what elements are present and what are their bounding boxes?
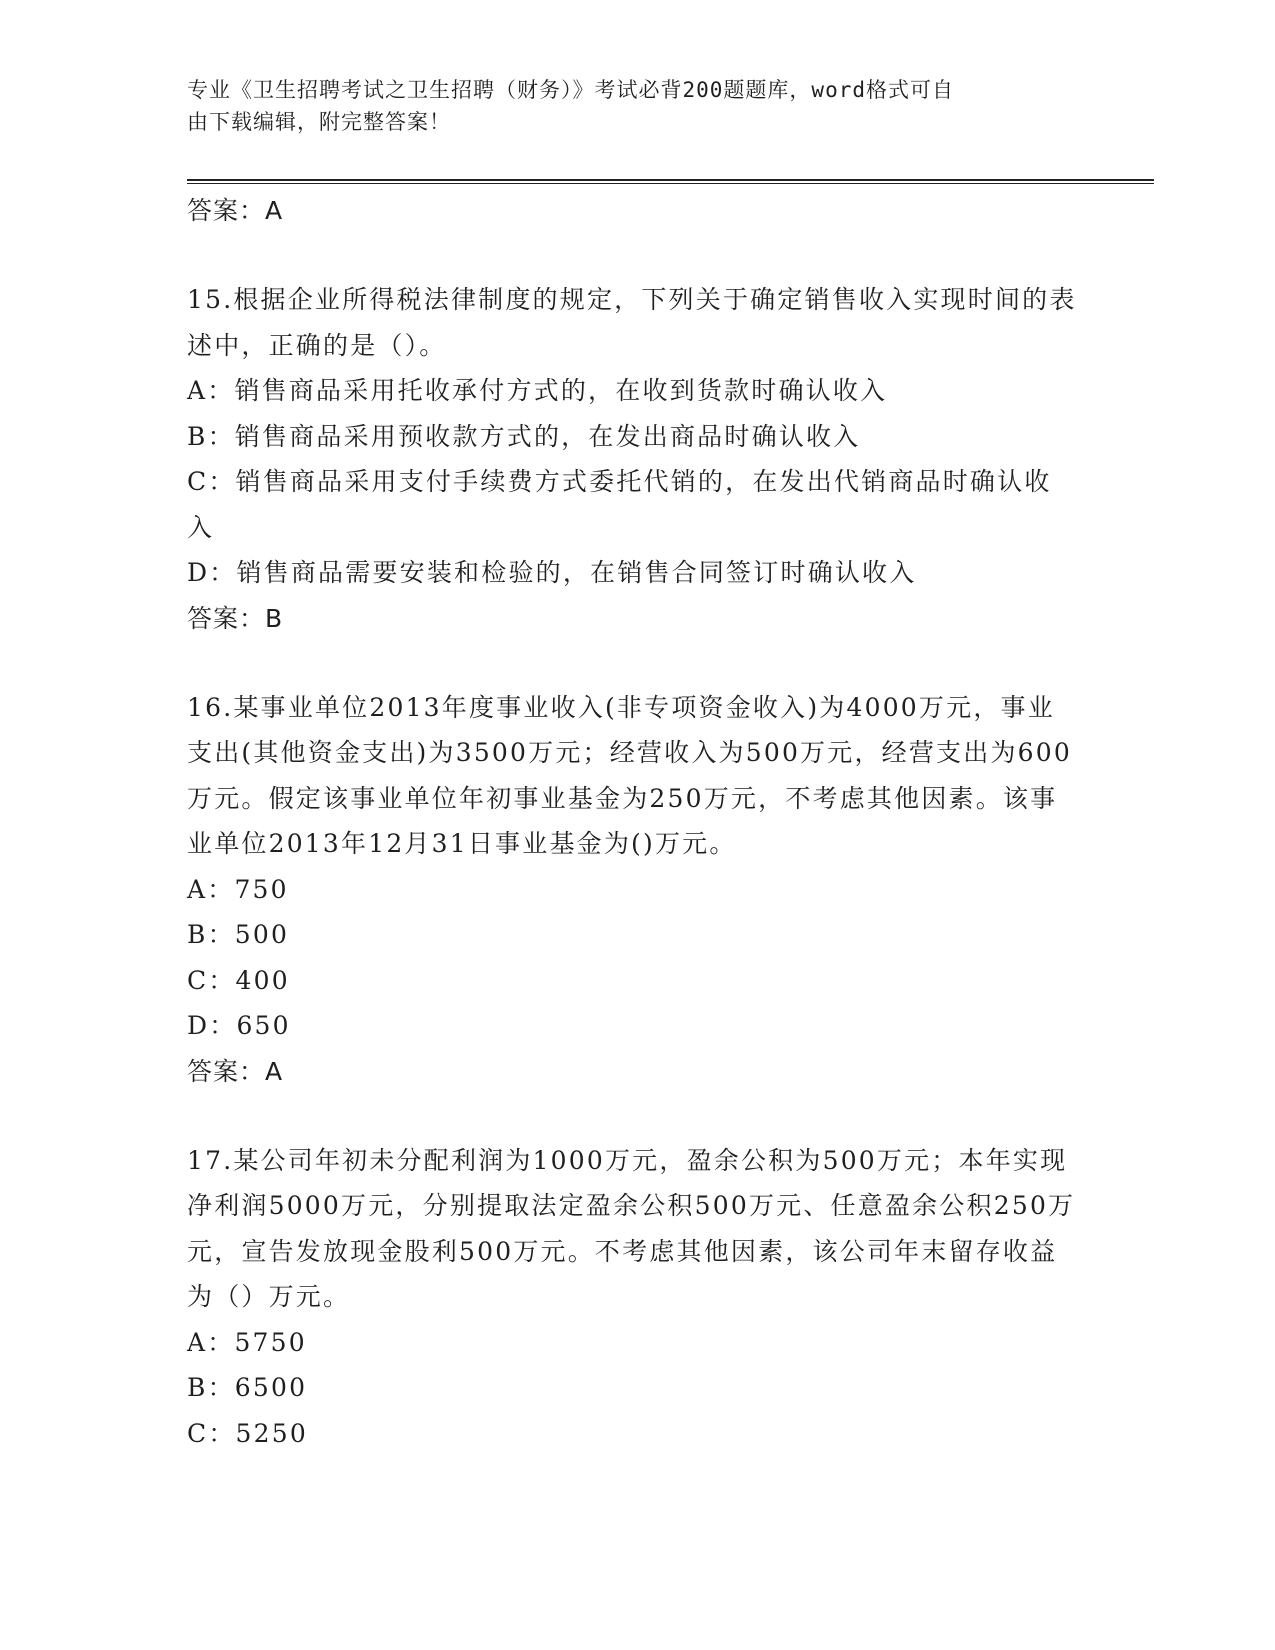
option-a: A：销售商品采用托收承付方式的，在收到货款时确认收入 <box>187 376 888 405</box>
answer-line: 答案：B <box>187 603 284 633</box>
option-a: A：750 <box>187 874 289 904</box>
option-d: D：650 <box>187 1011 291 1040</box>
question-list <box>187 188 1077 1456</box>
header-rule-thin <box>187 183 1154 184</box>
question-block <box>187 1138 1077 1457</box>
question-text: 15.根据企业所得税法律制度的规定，下列关于确定销售收入实现时间的表述中，正确的是（）。 <box>187 285 1077 360</box>
option-b: B：6500 <box>187 1373 308 1402</box>
option-c: C：销售商品采用支付手续费方式委托代销的，在发出代销商品时确认收入 <box>187 467 1052 542</box>
answer-line: 答案：A <box>187 196 284 225</box>
option-c: C：5250 <box>187 1418 308 1448</box>
question-block <box>187 277 1077 642</box>
question-block <box>187 685 1077 1095</box>
option-a: A：5750 <box>187 1327 307 1357</box>
header-line-1: 专业《卫生招聘考试之卫生招聘（财务）》考试必背200题题库，word格式可自 <box>187 78 954 102</box>
answer-line: 答案：A <box>187 1056 284 1086</box>
option-b: B：500 <box>187 920 290 949</box>
header-rule <box>187 179 1154 181</box>
option-b: B：销售商品采用预收款方式的，在发出商品时确认收入 <box>187 421 861 451</box>
question-text: 16.某事业单位2013年度事业收入(非专项资金收入)为4000万元，事业支出(其他资金支出)为3500万元；经营收入为500万元，经营支出为600万元。假定该事业单位年初事业基金为250万元，不考虑其他因素。该事业单位2013年12月31日事业基金为()万元。 <box>187 692 1072 858</box>
question-text: 17.某公司年初未分配利润为1000万元，盈余公积为500万元；本年实现净利润5000万元，分别提取法定盈余公积500万元、任意盈余公积250万元，宣告发放现金股利500万元。不考虑其他因素，该公司年末留存收益为（）万元。 <box>187 1145 1076 1311</box>
option-c: C：400 <box>187 965 290 995</box>
header-line-2: 由下载编辑，附完整答案！ <box>187 110 451 134</box>
option-d: D：销售商品需要安装和检验的，在销售合同签订时确认收入 <box>187 558 917 587</box>
document-header <box>187 74 1077 138</box>
